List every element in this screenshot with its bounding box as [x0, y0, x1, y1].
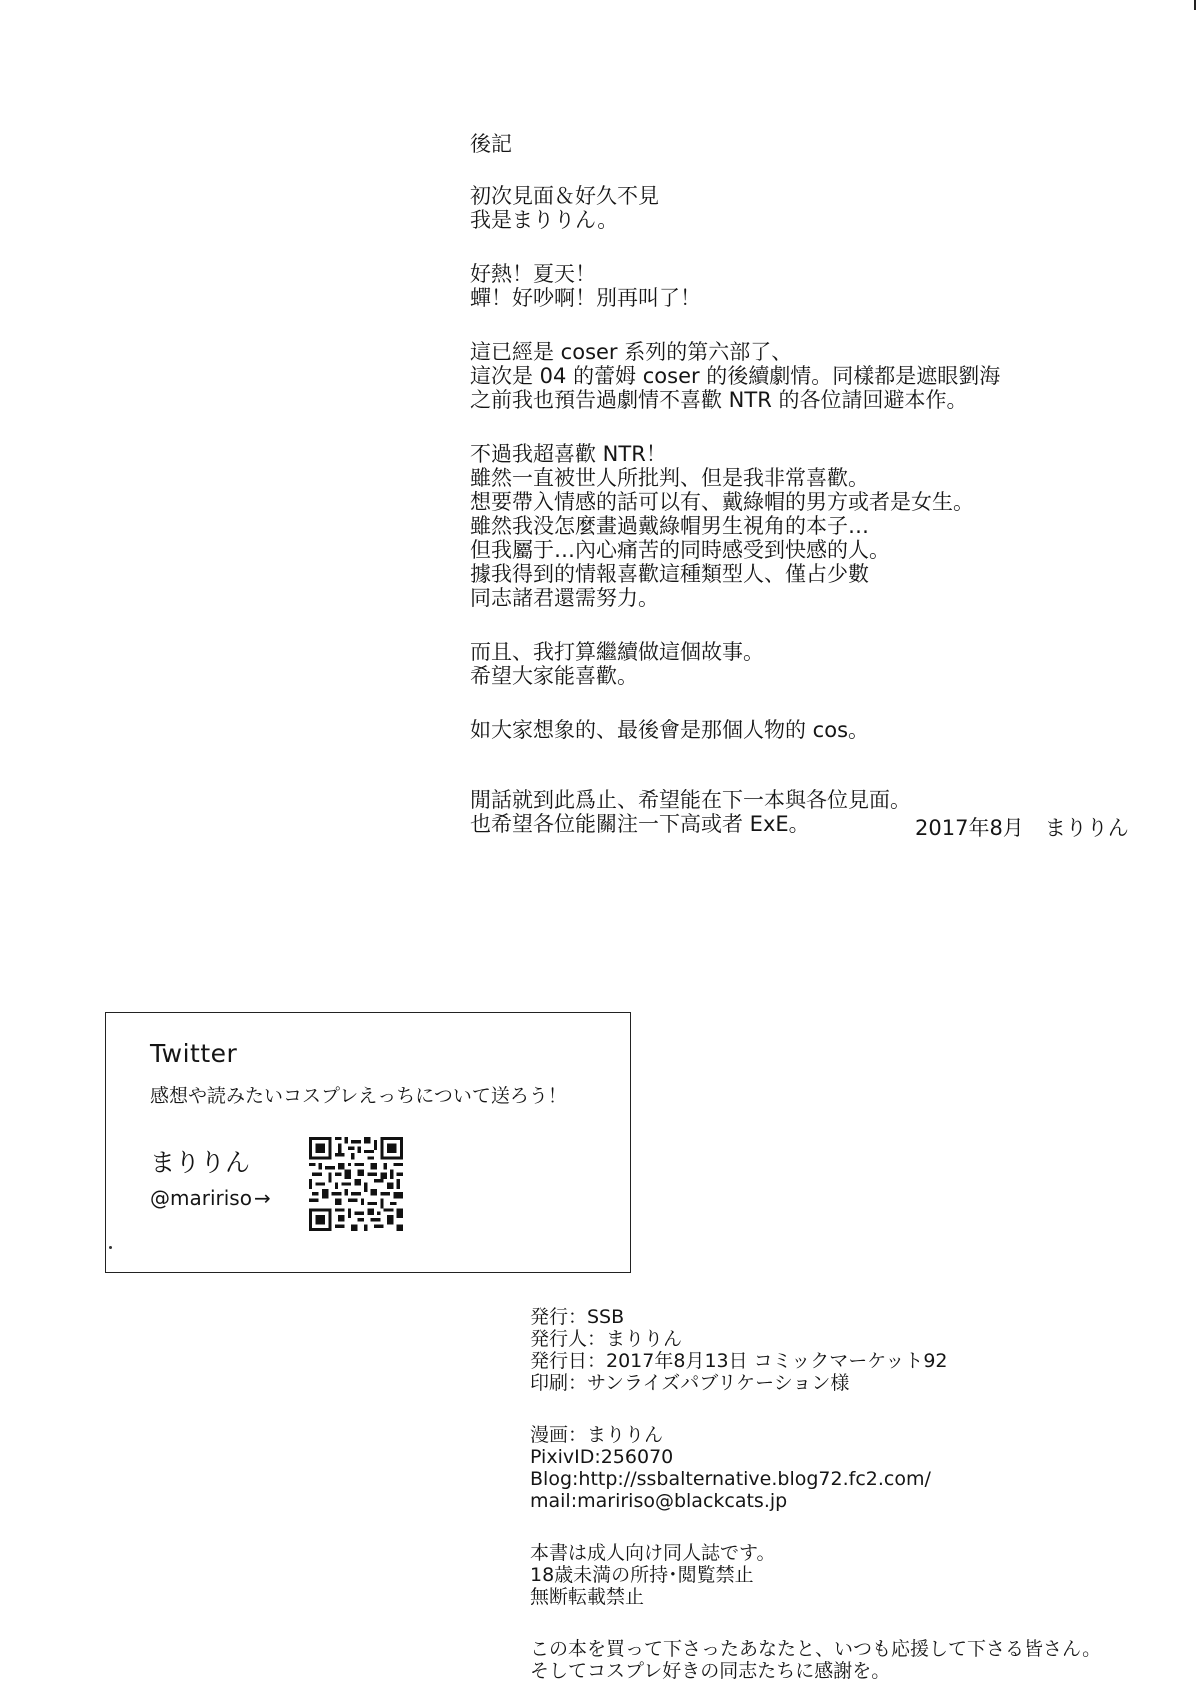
twitter-handle-text: @maririso: [150, 1186, 252, 1210]
text-line: 好熱！夏天！: [470, 262, 596, 286]
notice-line: 本書は成人向け同人誌です。: [530, 1542, 776, 1564]
text-line: 不過我超喜歡 NTR！: [470, 442, 667, 466]
text-line: 雖然一直被世人所批判、但是我非常喜歡。: [470, 466, 869, 490]
text-line: 雖然我没怎麼畫過戴綠帽男生視角的本子…: [470, 514, 869, 538]
publish-date-line: 発行日：2017年8月13日 コミックマーケット92: [530, 1350, 948, 1372]
notice-line: 無断転載禁止: [530, 1586, 645, 1608]
twitter-info-box: [105, 1012, 631, 1273]
text-line: 如大家想象的、最後會是那個人物的 cos。: [470, 718, 870, 742]
artist-line: 漫画：まりりん: [530, 1424, 664, 1446]
afterword-section: [470, 132, 1170, 866]
text-line: 希望大家能喜歡。: [470, 664, 638, 688]
afterword-heading: 後記: [470, 132, 512, 156]
arrow-right-icon: →: [253, 1186, 271, 1210]
email-link[interactable]: mail:maririso@blackcats.jp: [530, 1490, 788, 1512]
text-line: 也希望各位能關注一下高或者 ExE。: [470, 812, 810, 836]
publication-info: [530, 1306, 1180, 1394]
afterword-paragraph-4: [470, 442, 1170, 610]
adult-notice: [530, 1542, 1180, 1608]
afterword-paragraph-3: [470, 340, 1170, 412]
thanks-message: [530, 1638, 1180, 1682]
text-line: 這次是 04 的蕾姆 coser 的後續劇情。同樣都是遮眼劉海: [470, 364, 1001, 388]
text-line: 初次見面＆好久不見: [470, 184, 659, 208]
notice-line: 18歳未満の所持･閲覧禁止: [530, 1564, 754, 1586]
afterword-paragraph-2: [470, 262, 1170, 310]
publisher-line: 発行：SSB: [530, 1306, 625, 1328]
scan-dot: [109, 1246, 112, 1249]
afterword-paragraph-5: [470, 640, 1170, 688]
scan-edge-mark: [1194, 0, 1196, 10]
colophon-section: [530, 1306, 1180, 1706]
text-line: 我是まりりん。: [470, 208, 619, 232]
pixiv-id-line: PixivID:256070: [530, 1446, 674, 1468]
text-line: 但我屬于…內心痛苦的同時感受到快感的人。: [470, 538, 890, 562]
qr-code-icon[interactable]: [309, 1137, 403, 1231]
text-line: 同志諸君還需努力。: [470, 586, 659, 610]
credits-info: [530, 1424, 1180, 1512]
thanks-line: そしてコスプレ好きの同志たちに感謝を。: [530, 1660, 891, 1682]
twitter-subtitle: 感想や読みたいコスプレえっちについて送ろう！: [150, 1085, 567, 1107]
printer-line: 印刷：サンライズパブリケーション様: [530, 1372, 850, 1394]
text-line: 閒話就到此爲止、希望能在下一本與各位見面。: [470, 788, 911, 812]
text-line: 蟬！好吵啊！別再叫了！: [470, 286, 701, 310]
twitter-handle[interactable]: [150, 1186, 271, 1210]
text-line: 據我得到的情報喜歡這種類型人、僅占少數: [470, 562, 869, 586]
afterword-paragraph-6: [470, 718, 1170, 742]
afterword-paragraph-1: [470, 184, 1170, 232]
thanks-line: この本を買って下さったあなたと、いつも応援して下さる皆さん。: [530, 1638, 1102, 1660]
text-line: 想要帶入情感的話可以有、戴綠帽的男方或者是女生。: [470, 490, 974, 514]
text-line: 之前我也預告過劇情不喜歡 NTR 的各位請回避本作。: [470, 388, 968, 412]
afterword-signature: 2017年8月 まりりん: [915, 816, 1129, 840]
twitter-title: Twitter: [150, 1039, 238, 1068]
blog-link[interactable]: Blog:http://ssbalternative.blog72.fc2.com/: [530, 1468, 931, 1490]
twitter-author-name: まりりん: [150, 1148, 251, 1177]
publisher-person-line: 発行人：まりりん: [530, 1328, 683, 1350]
text-line: 這已經是 coser 系列的第六部了、: [470, 340, 793, 364]
text-line: 而且、我打算繼續做這個故事。: [470, 640, 764, 664]
